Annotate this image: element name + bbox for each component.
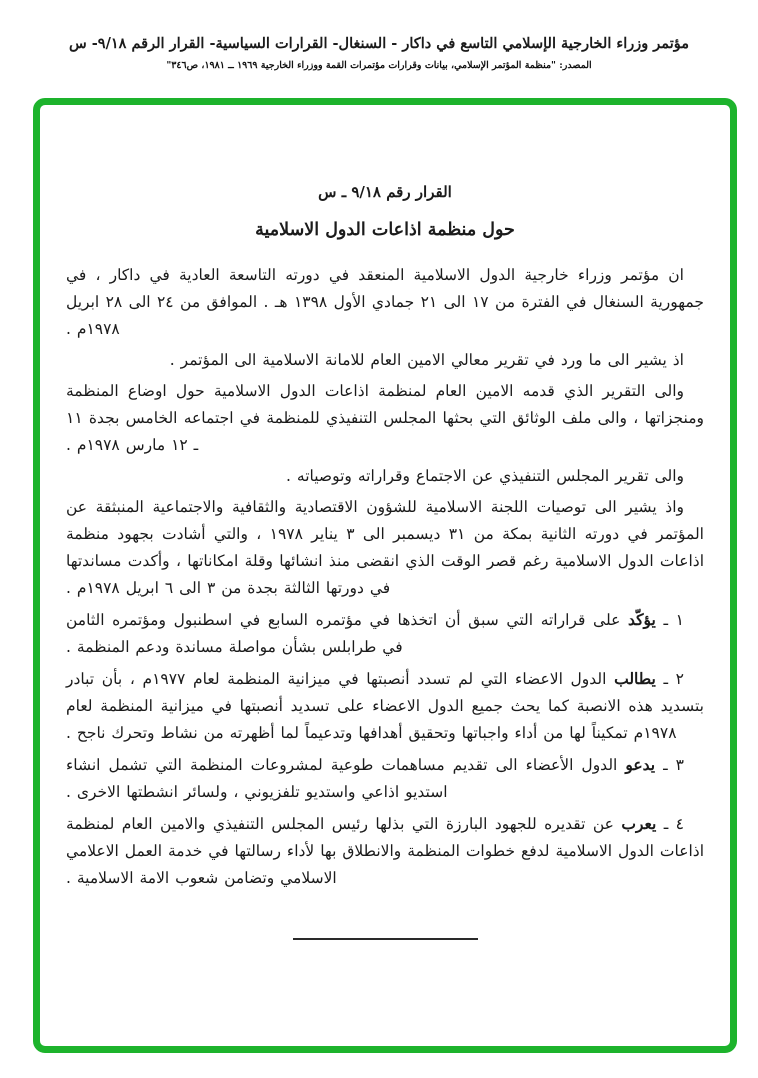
item-number: ٤ ـ <box>656 815 684 833</box>
item-number: ١ ـ <box>655 611 684 629</box>
operative-items-section <box>66 606 704 892</box>
preamble-paragraph: ان مؤتمر وزراء خارجية الدول الاسلامية المنعقد في دورته التاسعة العادية في داكار ، في جمهورية السنغال في الفترة من ١٧ الى ٢١ جمادي الأول ١٣٩٨ هـ . الموافق من ٢٤ الى ٢٨ ابريل ١٩٧٨م . <box>66 266 704 338</box>
document-frame <box>33 98 737 1053</box>
preamble-paragraph: اذ يشير الى ما ورد في تقرير معالي الامين العام للامانة الاسلامية الى المؤتمر . <box>169 351 684 369</box>
item-text: عن تقديره للجهود البارزة التي بذلها رئيس المجلس التنفيذي والامين العام لمنظمة اذاعات الدول الاسلامية لدفع خطوات المنظمة والانطلاق بها لأداء رسالتها في خدمة العمل الاعلامي الاسلامي وتضامن شعوب الامة الاسلامية . <box>66 815 704 887</box>
resolution-subject-title: حول منظمة اذاعات الدول الاسلامية <box>255 220 515 240</box>
operative-item <box>66 810 704 892</box>
preamble-paragraph: والى التقرير الذي قدمه الامين العام لمنظمة اذاعات الدول الاسلامية حول اوضاع المنظمة ومنجزاتها ، والى ملف الوثائق التي بحثها المجلس التنفيذي للمنظمة في اجتماعه الخامس بجدة ١١ ـ ١٢ مارس ١٩٧٨م . <box>66 382 704 454</box>
operative-item <box>66 751 704 806</box>
preamble-section <box>66 262 704 602</box>
resolution-number-title: القرار رقم ٩/١٨ ـ س <box>318 183 452 201</box>
item-lead-verb: يعرب <box>621 814 657 833</box>
resolution-body <box>40 105 730 940</box>
conference-title-line: مؤتمر وزراء الخارجية الإسلامي التاسع في داكار - السنغال- القرارات السياسية- القرار الرقم ٩/١٨- س <box>69 35 689 52</box>
item-lead-verb: يؤكّد <box>627 610 656 629</box>
source-citation-line: المصدر: "منظمة المؤتمر الإسلامي، بيانات وقرارات مؤتمرات القمة ووزراء الخارجية ١٩٦٩ ــ ١٩٨١، ص٣٤٦" <box>166 60 592 71</box>
preamble-paragraph: والى تقرير المجلس التنفيذي عن الاجتماع وقراراته وتوصياته . <box>286 467 684 485</box>
item-text: الدول الأعضاء الى تقديم مساهمات طوعية لمشروعات المنظمة التي تشمل انشاء استديو اذاعي واستديو تلفزيوني ، ولسائر انشطتها الاخرى . <box>66 756 626 801</box>
item-lead-verb: يدعو <box>625 755 656 774</box>
page-header <box>0 0 758 73</box>
item-lead-verb: يطالب <box>614 669 656 688</box>
operative-item <box>66 606 704 661</box>
preamble-paragraph: واذ يشير الى توصيات اللجنة الاسلامية للشؤون الاقتصادية والثقافية والاجتماعية المنبثقة عن المؤتمر في دورته الثانية بمكة من ٣١ ديسمبر الى ٣ يناير ١٩٧٨ ، والتي أشادت بجهود منظمة اذاعات الدول الاسلامية رغم قصر الوقت الذي انقضى منذ انشائها وقلة امكاناتها ، وأكدت مساندتها في دورتها الثالثة بجدة من ٣ الى ٦ ابريل ١٩٧٨م . <box>66 498 705 597</box>
item-text: على قراراته التي سبق أن اتخذها في مؤتمره السابع في اسطنبول ومؤتمره الثامن في طرابلس بشأن مواصلة مساندة ودعم المنظمة . <box>66 611 628 656</box>
operative-item <box>66 665 704 747</box>
item-number: ٢ ـ <box>655 670 684 688</box>
item-number: ٣ ـ <box>655 756 684 774</box>
end-divider <box>293 938 478 940</box>
item-text: الدول الاعضاء التي لم تسدد أنصبتها في ميزانية المنظمة لعام ١٩٧٧م ، بأن تبادر بتسديد هذه الانصبة كما يحث جميع الدول الاعضاء على تسديد أنصبتها في ميزانية المنظمة لعام ١٩٧٨م تمكيناً لها من أداء واجباتها وتحقيق أهدافها وتدعيماً لما أظهرته من نشاط وتحرك ناجح . <box>66 670 704 742</box>
